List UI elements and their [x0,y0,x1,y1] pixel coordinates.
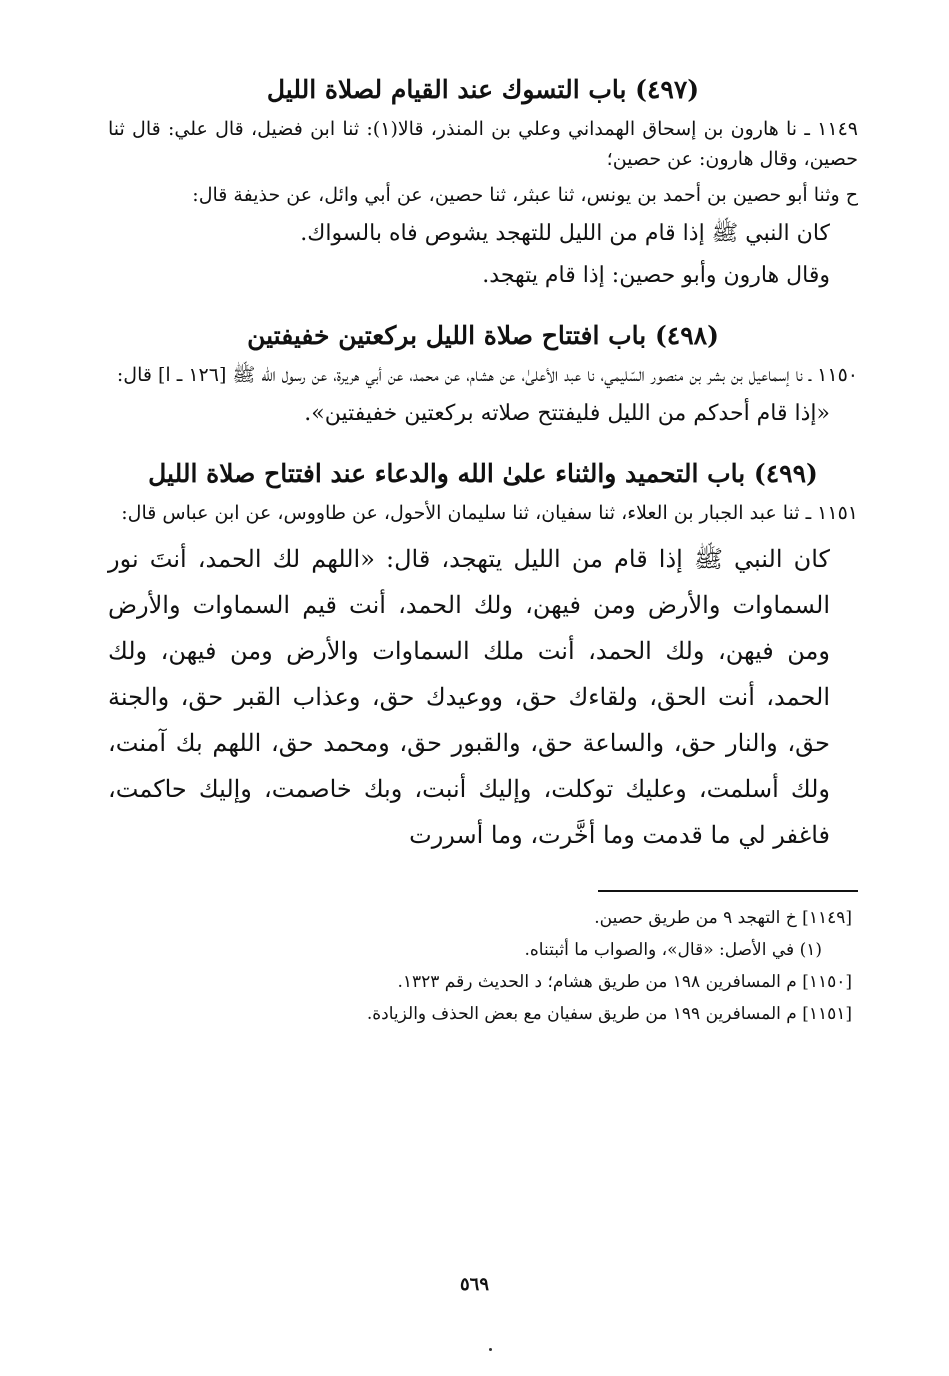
footnote-note-1: (١) في الأصل: «قال»، والصواب ما أثبتناه. [524,940,822,960]
matn-1151: كان النبي ﷺ إذا قام من الليل يتهجد، قال: «اللهم لك الحمد، أنتَ نور السماوات والأرض ومن فيهن، ولك الحمد، أنت قيم السماوات والأرض ومن فيهن، ولك الحمد، أنت ملك السماوات والأرض ومن فيهن، ولك الحمد، أنت الحق، ولقاءك حق، ووعيدك حق، وعذاب القبر حق، والجنة حق، والنار حق، والساعة حق، والقبور حق، ومحمد حق، اللهم بك آمنت، ولك أسلمت، وعليك توكلت، وإليك أنبت، وبك خاصمت، وإليك حاكمت، فاغفر لي ما قدمت وما أخَّرت، وما أسررت [108,545,830,849]
footnote-1150: [١١٥٠] م المسافرين ١٩٨ من طريق هشام؛ د الحديث رقم ١٣٢٣. [397,972,852,992]
chapter-heading-498: (٤٩٨) باب افتتاح صلاة الليل بركعتين خفيفتين [247,321,719,350]
matn-1149-variant: وقال هارون وأبو حصين: إذا قام يتهجد. [482,263,830,288]
matn-1149: كان النبي ﷺ إذا قام من الليل للتهجد يشوص فاه بالسواك. [300,221,830,246]
book-page [108,72,858,1030]
matn-1150: «إذا قام أحدكم من الليل فليفتتح صلاته بركعتين خفيفتين». [304,401,830,426]
footnote-1149: [١١٤٩] خ التهجد ٩ من طريق حصين. [594,908,852,928]
scan-speck [489,1348,492,1351]
page-number: ٥٦٩ [459,1274,489,1295]
isnad-1150: ١١٥٠ ـ نا إسماعيل بن بشر بن منصور السّليمي، نا عبد الأعلىٰ، عن هشام، عن محمد، عن أبي هريرة، عن رسول الله ﷺ [١٢٦ ـ ا] قال: [116,364,858,386]
isnad-1149-alt: ح وثنا أبو حصين بن أحمد بن يونس، ثنا عبثر، ثنا حصين، عن أبي وائل، عن حذيفة قال: [192,184,858,206]
footnote-1151: [١١٥١] م المسافرين ١٩٩ من طريق سفيان مع بعض الحذف والزيادة. [366,1004,852,1024]
chapter-heading-499: (٤٩٩) باب التحميد والثناء علىٰ الله والدعاء عند افتتاح صلاة الليل [148,459,818,488]
chapter-heading-497: (٤٩٧) باب التسوك عند القيام لصلاة الليل [266,75,700,104]
footnote-divider [598,890,858,892]
isnad-1151: ١١٥١ ـ ثنا عبد الجبار بن العلاء، ثنا سفيان، ثنا سليمان الأحول، عن طاووس، عن ابن عباس قال: [121,502,858,524]
isnad-1149: ١١٤٩ ـ نا هارون بن إسحاق الهمداني وعلي بن المنذر، قالا(١): ثنا ابن فضيل، قال علي: قال ثنا حصين، وقال هارون: عن حصين؛ [108,118,858,170]
